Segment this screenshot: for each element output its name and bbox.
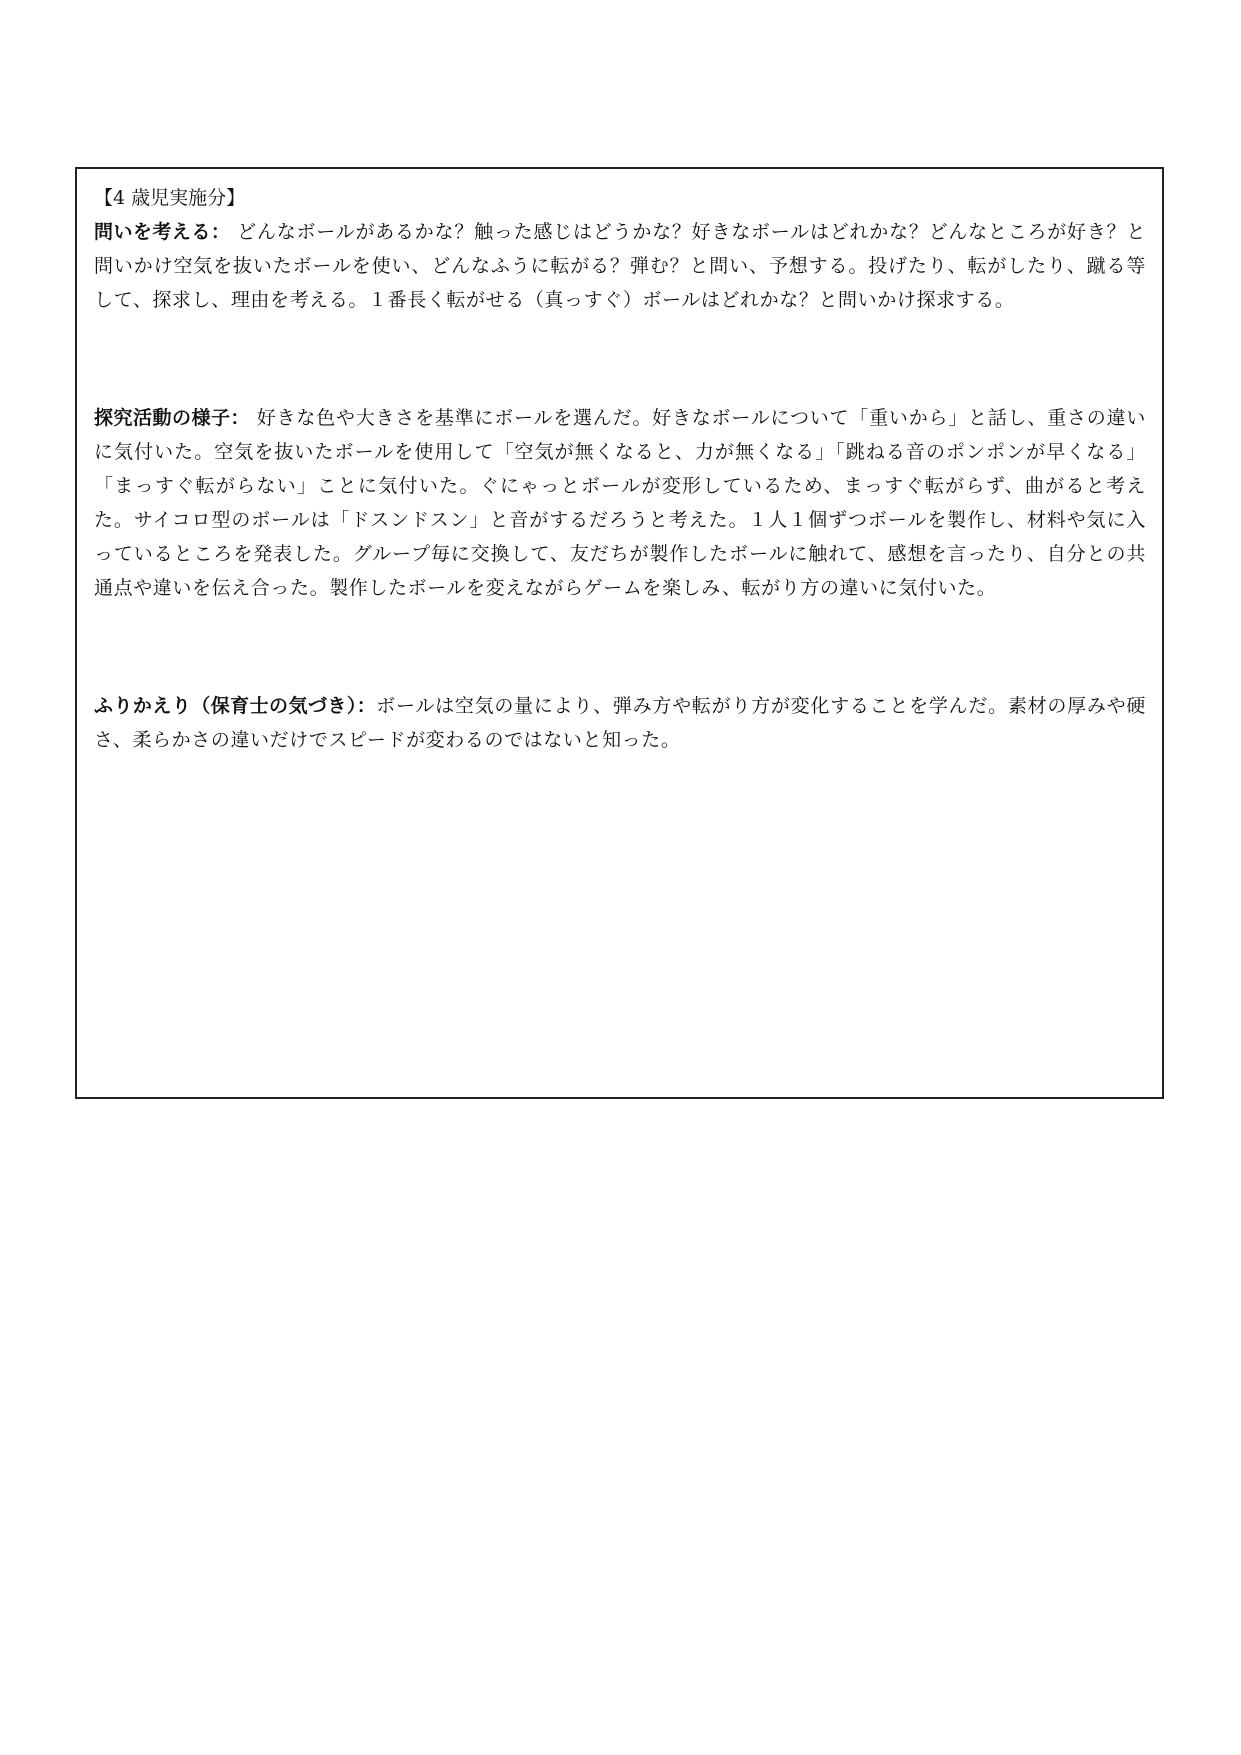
paragraph-label-reflection: ふりかえり（保育士の気づき）： [94,695,377,717]
report-box [75,167,1164,1099]
section-header: 【4 歳児実施分】 [94,187,246,209]
paragraph-text-activity: 好きな色や大きさを基準にボールを選んだ。好きなボールについて「重いから」と話し、重さの違いに気付いた。空気を抜いたボールを使用して「空気が無くなると、力が無くなる」「跳ねる音のポンポンが早くなる」「まっすぐ転がらない」ことに気付いた。ぐにゃっとボールが変形しているため、まっすぐ転がらず、曲がると考えた。サイコロ型のボールは「ドスンドスン」と音がするだろうと考えた。１人１個ずつボールを製作し、材料や気に入っているところを発表した。グループ毎に交換して、友だちが製作したボールに触れて、感想を言ったり、自分との共通点や違いを伝え合った。製作したボールを変えながらゲームを楽しみ、転がり方の違いに気付いた。 [94,407,1146,599]
paragraph-text-reflection: ボールは空気の量により、弾み方や転がり方が変化することを学んだ。素材の厚みや硬さ、柔らかさの違いだけでスピードが変わるのではないと知った。 [94,695,1146,751]
paragraph-questions [94,215,1146,317]
spacer [94,317,1146,401]
paragraph-label-questions: 問いを考える： [94,221,231,243]
paragraph-reflection [94,689,1146,757]
spacer [94,605,1146,689]
paragraph-label-activity: 探究活動の様子： [94,407,250,429]
paragraph-text-questions: どんなボールがあるかな？触った感じはどうかな？好きなボールはどれかな？どんなところが好き？と問いかけ空気を抜いたボールを使い、どんなふうに転がる？弾む？と問い、予想する。投げたり、転がしたり、蹴る等して、探求し、理由を考える。１番長く転がせる（真っすぐ）ボールはどれかな？と問いかけ探求する。 [94,221,1146,311]
paragraph-activity [94,401,1146,605]
